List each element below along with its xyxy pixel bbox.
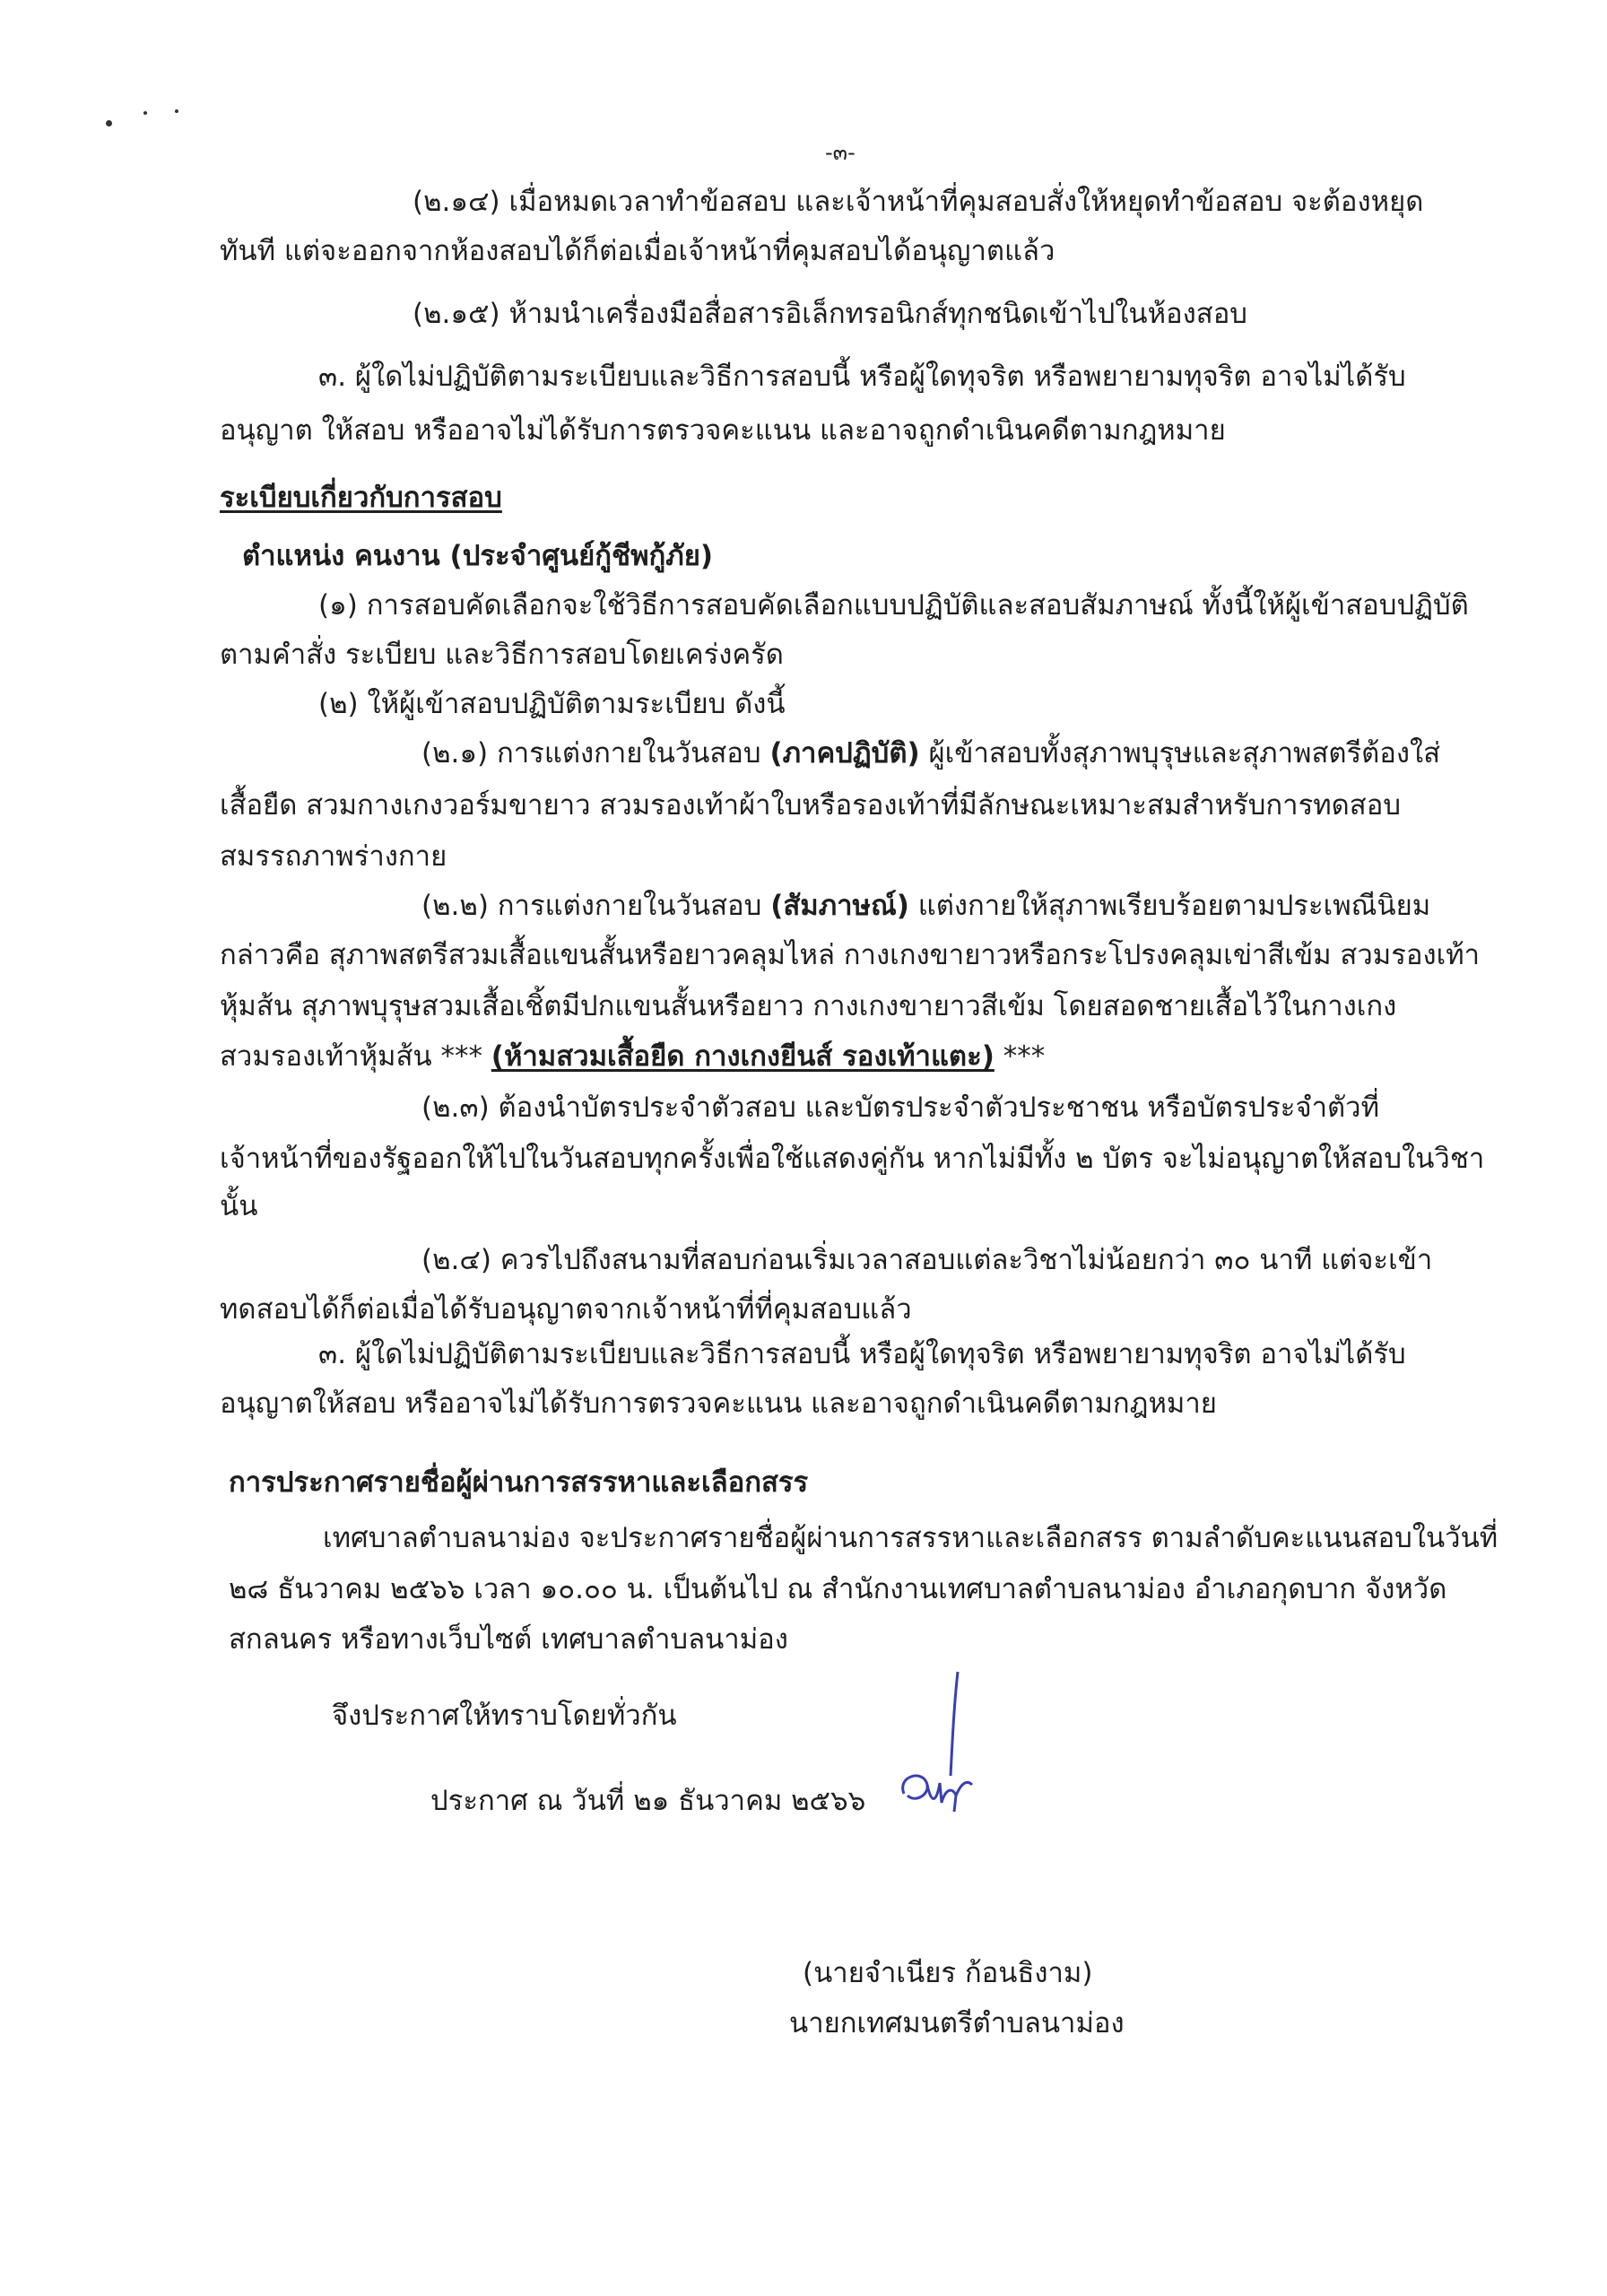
item-2-14-line1: (๒.๑๔) เมื่อหมดเวลาทำข้อสอบ และเจ้าหน้าที่คุมสอบสั่งให้หยุดทำข้อสอบ จะต้องหยุด [413, 186, 1424, 218]
scan-speck [175, 109, 178, 113]
item-3b-line1: ๓. ผู้ใดไม่ปฏิบัติตามระเบียบและวิธีการสอบนี้ หรือผู้ใดทุจริต หรือพยายามทุจริต อาจไม่ได้รับ [318, 1338, 1406, 1370]
item-2-2-text: (๒.๒) การแต่งกายในวันสอบ [421, 890, 771, 922]
item-2-2-line4-stars: *** [994, 1040, 1046, 1073]
item-2-15: (๒.๑๕) ห้ามนำเครื่องมือสื่อสารอิเล็กทรอนิกส์ทุกชนิดเข้าไปในห้องสอบ [413, 298, 1247, 330]
position-title: ตำแหน่ง คนงาน (ประจำศูนย์กู้ชีพกู้ภัย) [242, 540, 714, 572]
signature [897, 1668, 1040, 1848]
item-2-1-line1 [421, 735, 1440, 771]
signer-title: นายกเทศมนตรีตำบลนาม่อง [789, 2007, 1125, 2039]
item-1-line1: (๑) การสอบคัดเลือกจะใช้วิธีการสอบคัดเลือกแบบปฏิบัติและสอบสัมภาษณ์ ทั้งนี้ให้ผู้เข้าสอบปฏิบัติ [318, 589, 1469, 622]
announcement-line3: สกลนคร หรือทางเว็บไซต์ เทศบาลตำบลนาม่อง [229, 1623, 788, 1656]
page-number: -๓- [825, 140, 856, 165]
item-2-4-line1: (๒.๔) ควรไปถึงสนามที่สอบก่อนเริ่มเวลาสอบแต่ละวิชาไม่น้อยกว่า ๓๐ นาที แต่จะเข้า [421, 1244, 1433, 1276]
item-3-line1: ๓. ผู้ใดไม่ปฏิบัติตามระเบียบและวิธีการสอบนี้ หรือผู้ใดทุจริต หรือพยายามทุจริต อาจไม่ได้รับ [318, 361, 1406, 393]
item-2-2-line3: หุ้มส้น สุภาพบุรุษสวมเสื้อเชิ้ตมีปกแขนสั้นหรือยาว กางเกงขายาวสีเข้ม โดยสอดชายเสื้อไว้ในกางเกง [220, 990, 1397, 1022]
closing-announce: จึงประกาศให้ทราบโดยทั่วกัน [332, 1700, 677, 1732]
item-2-1-text-after: ผู้เข้าสอบทั้งสุภาพบุรุษและสุภาพสตรีต้องใส่ [919, 737, 1441, 770]
item-2-1-text: (๒.๑) การแต่งกายในวันสอบ [421, 737, 770, 770]
item-2-2-line2: กล่าวคือ สุภาพสตรีสวมเสื้อแขนสั้นหรือยาวคลุมไหล่ กางเกงขายาวหรือกระโปรงคลุมเข่าสีเข้ม สวมรองเท้า [220, 939, 1481, 971]
item-2-2-line4 [220, 1039, 1045, 1074]
item-2-2-prohibited: (ห้ามสวมเสื้อยืด กางเกงยีนส์ รองเท้าแตะ) [491, 1040, 995, 1073]
section-heading-announcement: การประกาศรายชื่อผู้ผ่านการสรรหาและเลือกสรร [229, 1466, 809, 1499]
item-2-2-line4-text: สวมรองเท้าหุ้มส้น *** [220, 1040, 491, 1073]
item-2-3-line3: นั้น [220, 1190, 258, 1222]
scan-speck [106, 120, 112, 126]
item-2-14-line2: ทันที แต่จะออกจากห้องสอบได้ก็ต่อเมื่อเจ้าหน้าที่คุมสอบได้อนุญาตแล้ว [220, 235, 1055, 267]
announcement-line1: เทศบาลตำบลนาม่อง จะประกาศรายชื่อผู้ผ่านการสรรหาและเลือกสรร ตามลำดับคะแนนสอบในวันที่ [323, 1522, 1498, 1554]
item-2-2-line1 [421, 888, 1430, 924]
item-2-1-bold: (ภาคปฏิบัติ) [769, 737, 920, 770]
item-2-3-line2: เจ้าหน้าที่ของรัฐออกให้ไปในวันสอบทุกครั้งเพื่อใช้แสดงคู่กัน หากไม่มีทั้ง ๒ บัตร จะไม่อนุญาตให้สอบในวิชา [220, 1143, 1485, 1175]
item-2-4-line2: ทดสอบได้ก็ต่อเมื่อได้รับอนุญาตจากเจ้าหน้าที่ที่คุมสอบแล้ว [220, 1293, 912, 1326]
announcement-line2: ๒๘ ธันวาคม ๒๕๖๖ เวลา ๑๐.๐๐ น. เป็นต้นไป ณ สำนักงานเทศบาลตำบลนาม่อง อำเภอกุดบาก จังหวัด [229, 1573, 1447, 1605]
item-2-1-line2: เสื้อยืด สวมกางเกงวอร์มขายาว สวมรองเท้าผ้าใบหรือรองเท้าที่มีลักษณะเหมาะสมสำหรับการทดสอบ [220, 789, 1402, 822]
section-heading-exam-rules: ระเบียบเกี่ยวกับการสอบ [220, 482, 502, 514]
item-2-2-bold: (สัมภาษณ์) [770, 890, 909, 922]
signer-name: (นายจำเนียร ก้อนธิงาม) [803, 1957, 1093, 1989]
item-2-1-line3: สมรรถภาพร่างกาย [220, 840, 447, 873]
item-3-line2: อนุญาต ให้สอบ หรืออาจไม่ได้รับการตรวจคะแนน และอาจถูกดำเนินคดีตามกฎหมาย [220, 414, 1226, 447]
scan-speck [143, 111, 147, 115]
announcement-date: ประกาศ ณ วันที่ ๒๑ ธันวาคม ๒๕๖๖ [430, 1785, 866, 1817]
item-2-3-line1: (๒.๓) ต้องนำบัตรประจำตัวสอบ และบัตรประจำตัวประชาชน หรือบัตรประจำตัวที่ [421, 1091, 1380, 1124]
item-2: (๒) ให้ผู้เข้าสอบปฏิบัติตามระเบียบ ดังนี้ [318, 688, 786, 720]
item-2-2-text-after: แต่งกายให้สุภาพเรียบร้อยตามประเพณีนิยม [908, 890, 1431, 922]
item-1-line2: ตามคำสั่ง ระเบียบ และวิธีการสอบโดยเคร่งครัด [220, 639, 784, 671]
item-3b-line2: อนุญาตให้สอบ หรืออาจไม่ได้รับการตรวจคะแนน และอาจถูกดำเนินคดีตามกฎหมาย [220, 1387, 1217, 1420]
